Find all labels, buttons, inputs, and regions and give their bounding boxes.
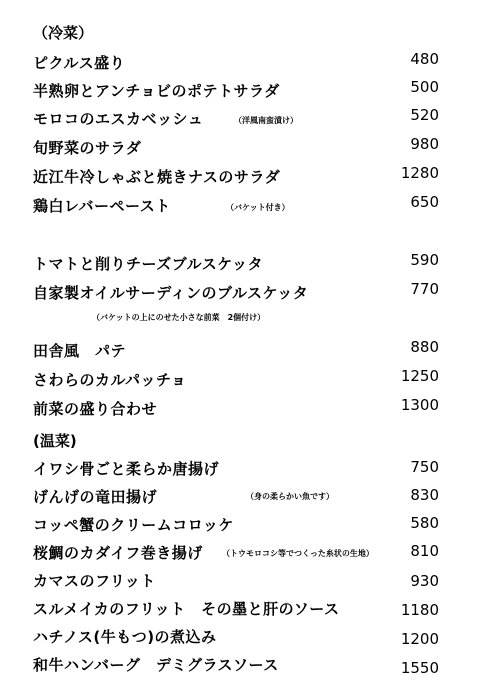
menu-item-price: 520 xyxy=(410,106,439,124)
menu-item-price: 750 xyxy=(410,458,439,476)
menu-item-name: ピクルス盛り xyxy=(33,54,126,72)
menu-item-note: （トウモロコシ等でつくった糸状の生地） xyxy=(222,549,374,558)
menu-item-name: 田舎風 パテ xyxy=(33,342,127,360)
menu-item-name: 半熟卵とアンチョビのポテトサラダ xyxy=(33,82,280,100)
hot-section-heading: (温菜) xyxy=(33,432,77,450)
menu-item-note: （洋風南蛮漬け） xyxy=(234,116,298,125)
menu-item-price: 1280 xyxy=(400,164,439,182)
menu-item-price: 1300 xyxy=(400,396,439,414)
menu-item-name: コッペ蟹のクリームコロッケ xyxy=(33,516,234,534)
menu-item-name: 桜鯛のカダイフ巻き揚げ xyxy=(33,544,203,562)
menu-item-name: スルメイカのフリット その墨と肝のソース xyxy=(33,600,340,618)
menu-item-note: （身の柔らかい魚です） xyxy=(246,492,334,501)
menu-item-name: 自家製オイルサーディンのブルスケッタ xyxy=(33,284,309,302)
menu-item-name: げんげの竜田揚げ xyxy=(33,488,158,506)
menu-item-name: カマスのフリット xyxy=(33,572,156,590)
menu-item-name: トマトと削りチーズブルスケッタ xyxy=(33,255,263,273)
menu-item-name: 和牛ハンバーグ デミグラスソース xyxy=(33,656,279,674)
menu-item-price: 880 xyxy=(410,338,439,356)
menu-item-price: 980 xyxy=(410,135,439,153)
menu-item-price: 650 xyxy=(410,193,439,211)
menu-item-price: 580 xyxy=(410,514,439,532)
menu-item-price: 830 xyxy=(410,486,439,504)
menu-item-price: 810 xyxy=(410,542,439,560)
menu-item-name: イワシ骨ごと柔らか唐揚げ xyxy=(33,460,220,478)
menu-item-name: 近江牛冷しゃぶと焼きナスのサラダ xyxy=(33,168,281,186)
bruschetta-note: （バケットの上にのせた小さな前菜 2個付け） xyxy=(92,313,266,322)
menu-item-name: さわらのカルパッチョ xyxy=(33,371,187,389)
menu-item-price: 770 xyxy=(410,280,439,298)
menu-item-price: 1180 xyxy=(400,601,439,619)
cold-section-heading: （冷菜） xyxy=(33,24,94,42)
menu-item-price: 500 xyxy=(410,78,439,96)
menu-item-name: 旬野菜のサラダ xyxy=(33,139,142,157)
menu-item-price: 590 xyxy=(410,251,439,269)
menu-item-name: 鶏白レバーペースト xyxy=(33,197,171,215)
menu-item-price: 930 xyxy=(410,572,439,590)
menu-item-price: 480 xyxy=(410,50,439,68)
menu-item-note: （バケット付き） xyxy=(226,203,290,212)
menu-item-price: 1200 xyxy=(400,630,439,648)
menu-item-name: 前菜の盛り合わせ xyxy=(33,400,158,418)
menu-item-name: モロコのエスカベッシュ xyxy=(33,110,204,128)
menu-item-price: 1550 xyxy=(400,659,439,677)
menu-item-price: 1250 xyxy=(400,367,439,385)
menu-item-name: ハチノス(牛もつ)の煮込み xyxy=(33,628,217,646)
